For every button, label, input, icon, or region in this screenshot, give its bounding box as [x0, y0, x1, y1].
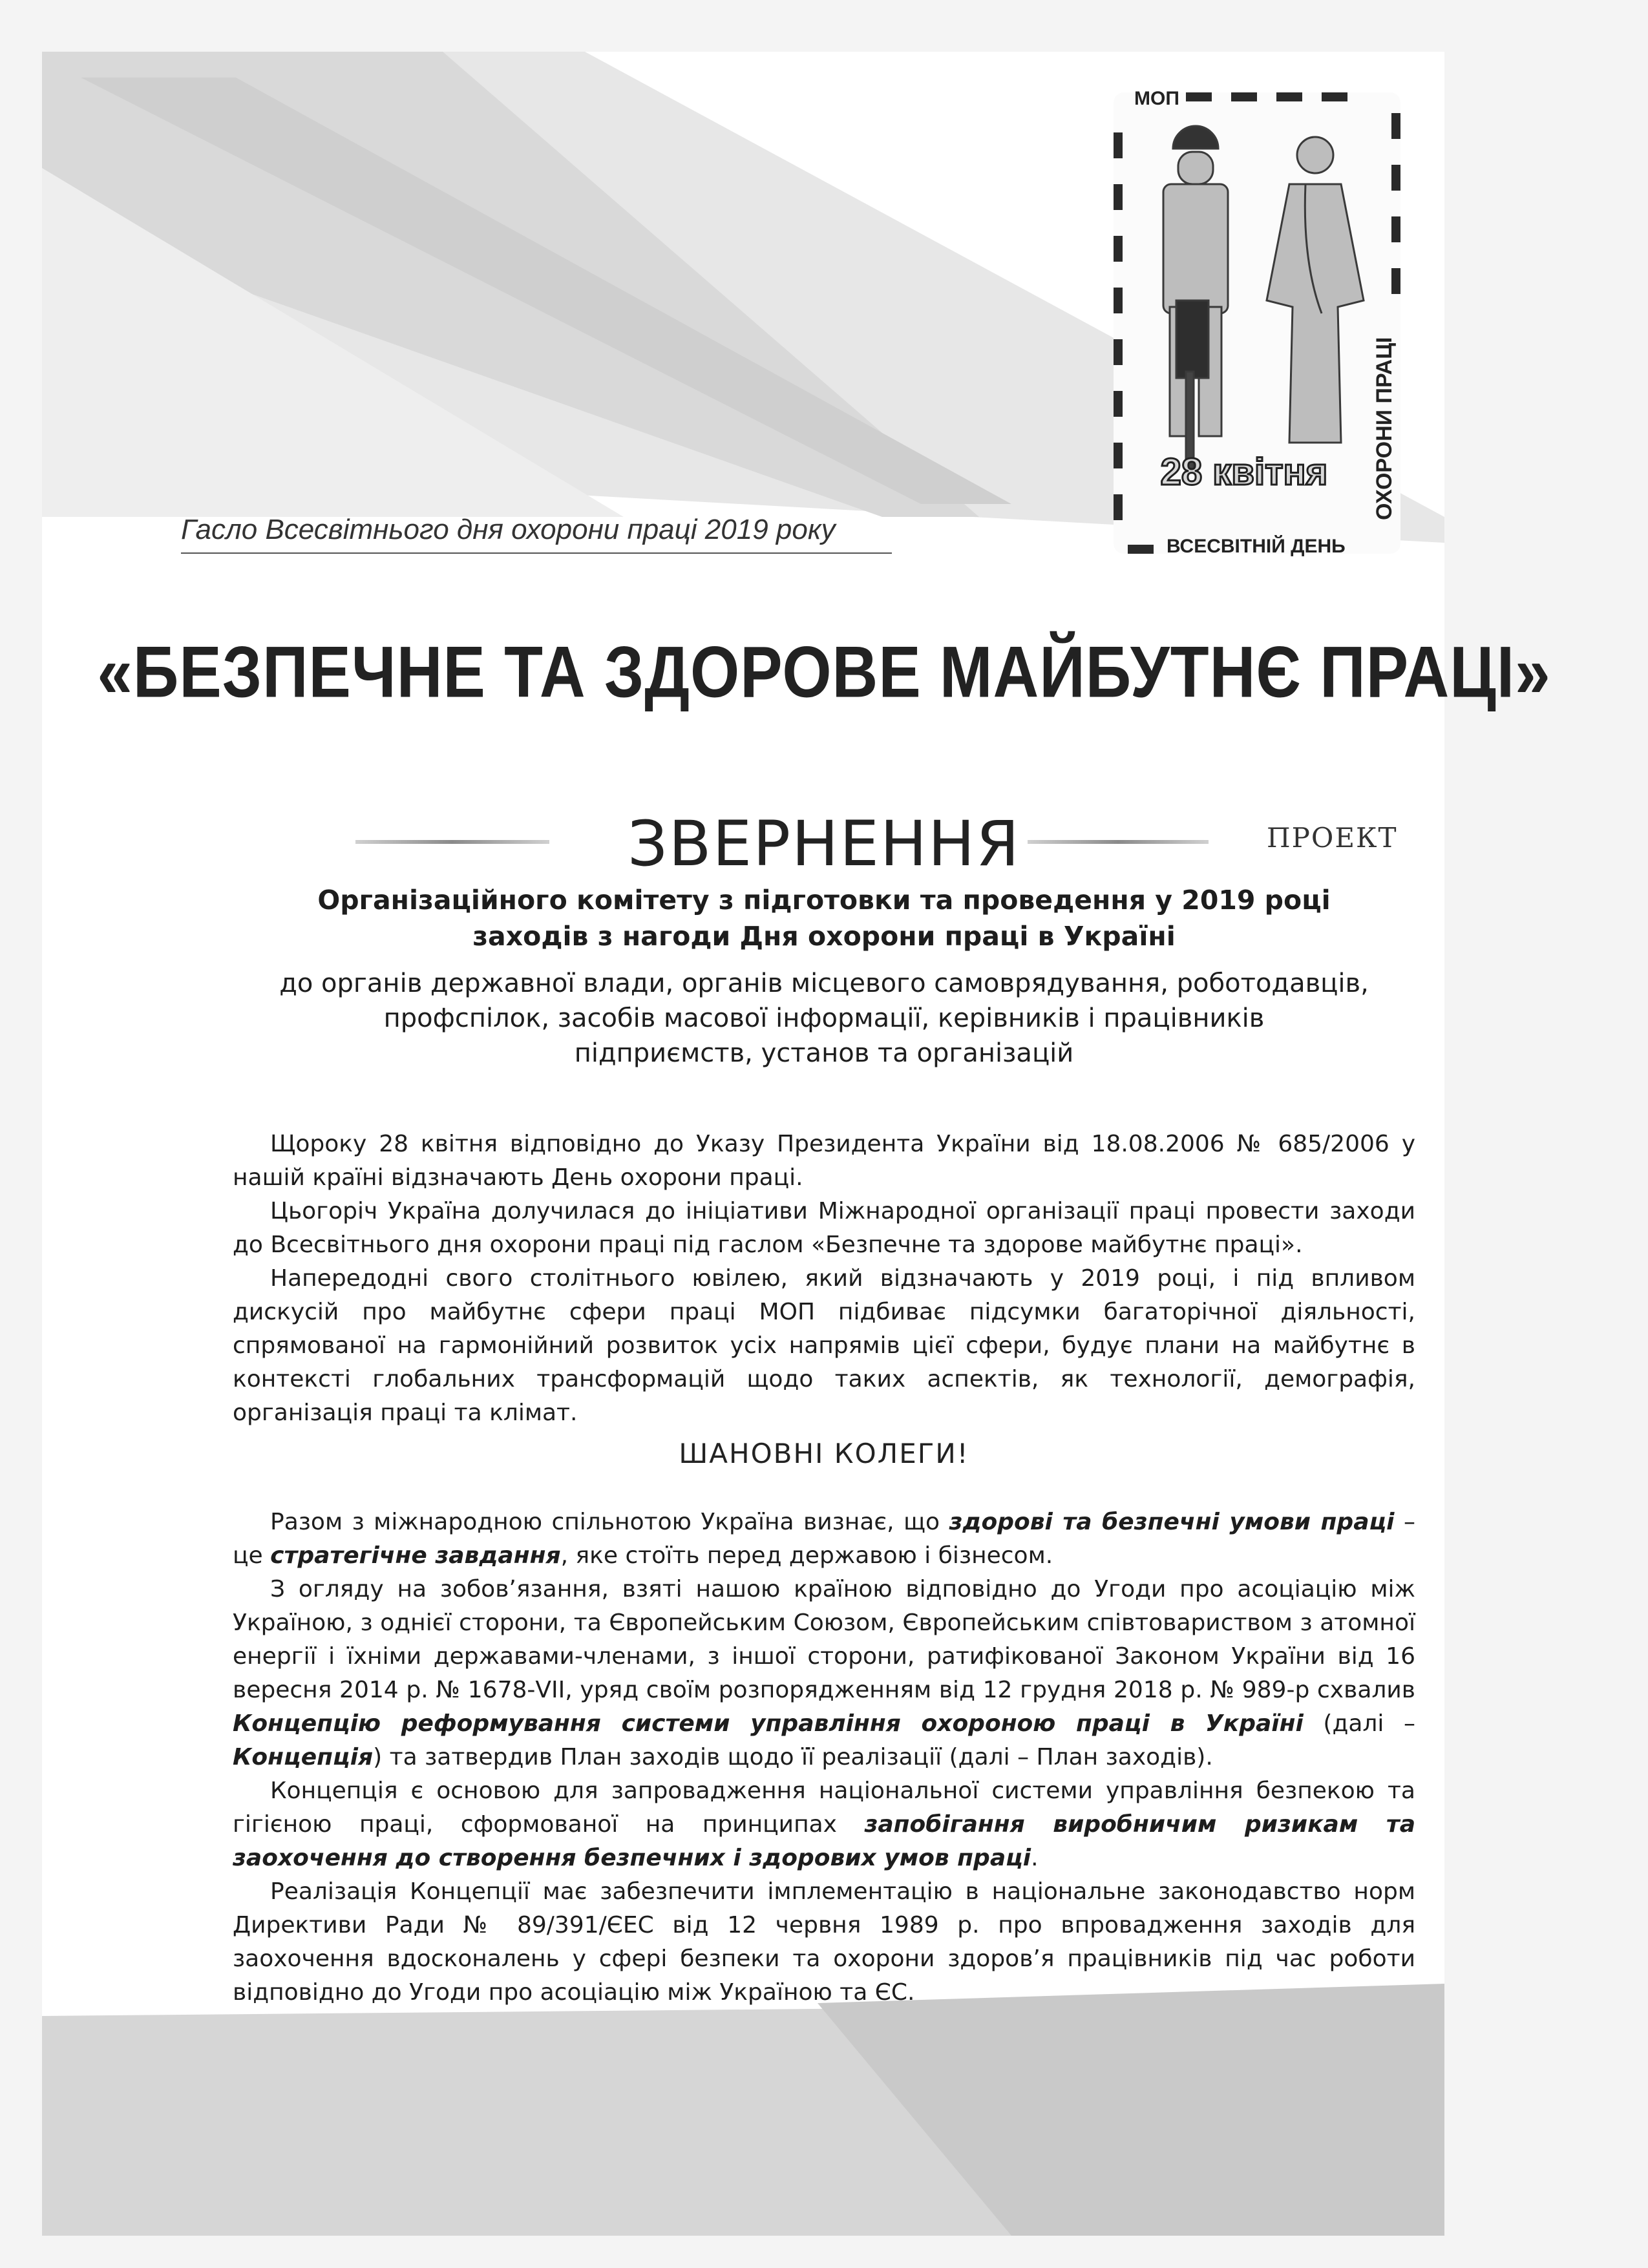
slogan-caption: Гасло Всесвітнього дня охорони праці 2019 року: [181, 514, 892, 554]
greeting-heading: ШАНОВНІ КОЛЕГИ!: [679, 1438, 969, 1469]
text-run: Разом з міжнародною спільнотою Україна визнає, що: [270, 1509, 949, 1535]
document-heading: ЗВЕРНЕННЯ: [628, 808, 1020, 880]
addressees-block: [194, 966, 1454, 1071]
emblem-org: МОП: [1134, 88, 1179, 109]
subtitle-line: заходів з нагоди Дня охорони праці в Україні: [472, 921, 1176, 952]
text-run: .: [1031, 1845, 1039, 1871]
text-run: Концепція є основою для запровадження національної системи управління безпекою та гігієною праці, сформованої на принципах: [233, 1778, 1415, 1838]
world-day-emblem: [1108, 87, 1406, 559]
emblem-side-text: ОХОРОНИ ПРАЦІ: [1372, 337, 1397, 520]
emblem-date: 28 квітня: [1160, 451, 1328, 493]
emphasis-text: стратегічне завдання: [270, 1542, 561, 1569]
text-run: , яке стоїть перед державою і бізнесом.: [560, 1542, 1053, 1569]
issuer-subtitle: [194, 882, 1454, 954]
intro-paragraph: Щороку 28 квітня відповідно до Указу Президента України від 18.08.2006 № 685/2006 у нашій країні відзначають День охорони праці.: [233, 1131, 1415, 1191]
addressees-line: до органів державної влади, органів місцевого самоврядування, роботодавців,: [279, 969, 1369, 998]
main-paragraph: [233, 1506, 1415, 1573]
text-run: ) та затвердив План заходів щодо її реалізації (далі – План заходів).: [373, 1744, 1213, 1770]
slogan-title: «БЕЗПЕЧНЕ ТА ЗДОРОВЕ МАЙБУТНЄ ПРАЦІ»: [97, 631, 1551, 713]
emphasis-text: Концепцію реформування системи управління охороною праці в Україні: [233, 1710, 1304, 1737]
emphasis-text: Концепція: [233, 1744, 374, 1770]
intro-paragraph: Напередодні свого столітнього ювілею, який відзначають у 2019 році, і під впливом дискусій про майбутнє сфери праці МОП підбиває підсумки багаторічної діяльності, спрямованої на гармонійний розвиток усіх напрямів цієї сфери, будує плани на майбутнє в контексті глобальних трансформацій щодо таких аспектів, як технології, демографія, організація праці та клімат.: [233, 1265, 1415, 1426]
main-paragraph: Реалізація Концепції має забезпечити імплементацію в національне законодавство норм Директиви Ради № 89/391/ЄЕС від 12 червня 1989 р. про впровадження заходів для заохочення вдосконалень у сфері безпеки та охорони здоров’я працівників під час роботи відповідно до Угоди про асоціацію між Україною та ЄС.: [233, 1878, 1415, 2006]
intro-section: [233, 1128, 1415, 1430]
main-paragraph: [233, 1573, 1415, 1774]
draft-label: ПРОЕКТ: [1267, 822, 1398, 854]
heading-rule-right: [1028, 840, 1209, 844]
subtitle-line: Організаційного комітету з підготовки та проведення у 2019 році: [317, 885, 1331, 916]
emphasis-text: здорові та безпечні умови праці: [949, 1509, 1395, 1535]
text-run: З огляду на зобов’язання, взяті нашою країною відповідно до Угоди про асоціацію між Україною, з однієї сторони, та Європейським Союзом, Європейським співтовариством з атомної енергії і їхніми державами-членами, з іншої сторони, ратифікованої Законом України від 16 вересня 2014 р. № 1678-VII, уряд своїм розпорядженням від 12 грудня 2018 р. № 989-р схвалив: [233, 1576, 1415, 1703]
main-section: [233, 1506, 1415, 2010]
text-run: (далі –: [1303, 1710, 1415, 1737]
main-paragraph: [233, 1774, 1415, 1875]
emblem-bottom-text: ВСЕСВІТНІЙ ДЕНЬ: [1167, 536, 1346, 557]
text-run: – це: [233, 1509, 1415, 1569]
intro-paragraph: Цьогоріч Україна долучилася до ініціативи Міжнародної організації праці провести заходи до Всесвітнього дня охорони праці під гаслом «Безпечне та здорове майбутнє праці».: [233, 1198, 1415, 1258]
addressees-line: профспілок, засобів масової інформації, керівників і працівників: [383, 1003, 1265, 1033]
addressees-line: підприємств, установ та організацій: [574, 1038, 1074, 1068]
emphasis-text: запобігання виробничим ризикам та заохочення до створення безпечних і здорових умов праці: [233, 1811, 1415, 1871]
